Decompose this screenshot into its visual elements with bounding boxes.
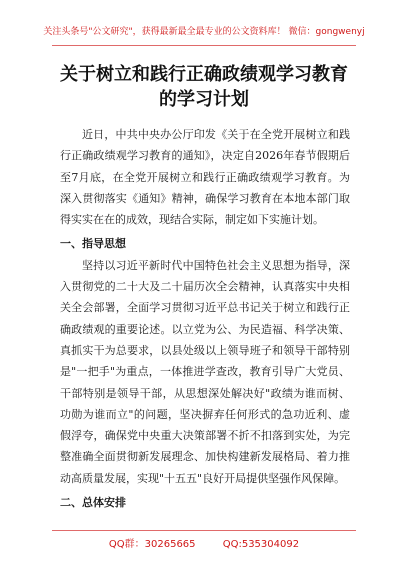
guiding-ideology-paragraph: 坚持以习近平新时代中国特色社会主义思想为指导，深入贯彻党的二十大及二十届历次全会精神，认真落实中央相关全会部署，全面学习贯彻习近平总书记关于树立和践行正确政绩观的重要论述。以立党为公、为民造福、科学决策、真抓实干为总要求，以县处级以上领导班子和领导干部特别是"一把手"为重点，一体推进学查改，教育引导广大党员、干部特别是领导干部，从思想深处解决好"政绩为谁而树、功勋为谁而立"的问题，坚决摒弃任何形式的急功近利、虚假浮夸，确保党中央重大决策部署不折不扣落到实处，为完整准确全面贯彻新发展理念、加快构建新发展格局、着力推动高质量发展，实现"十五五"良好开局提供坚强作风保障。 <box>60 258 350 485</box>
footer-qq-group: QQ群：30265665 <box>108 539 196 550</box>
section-heading-overall-arrangement: 二、总体安排 <box>60 496 126 510</box>
document-body <box>60 124 350 513</box>
document-title: 关于树立和践行正确政绩观学习教育的学习计划 <box>60 64 348 110</box>
header-divider <box>52 45 356 46</box>
header-promo-note: 关注头条号"公文研究"，获得最新最全最专业的公文资料库！ 微信：gongwenyj <box>43 27 365 37</box>
section-heading-guiding-ideology: 一、指导思想 <box>60 237 126 251</box>
footer-contact <box>0 535 408 550</box>
intro-paragraph: 近日，中共中央办公厅印发《关于在全党开展树立和践行正确政绩观学习教育的通知》，决定自2026年春节假期后至7月底，在全党开展树立和践行正确政绩观学习教育。为深入贯彻落实《通知》精神，确保学习教育在本地本部门取得实实在在的成效，现结合实际，制定如下实施计划。 <box>60 128 350 227</box>
footer-qq: QQ:535304092 <box>222 539 300 550</box>
footer-divider <box>52 530 356 531</box>
